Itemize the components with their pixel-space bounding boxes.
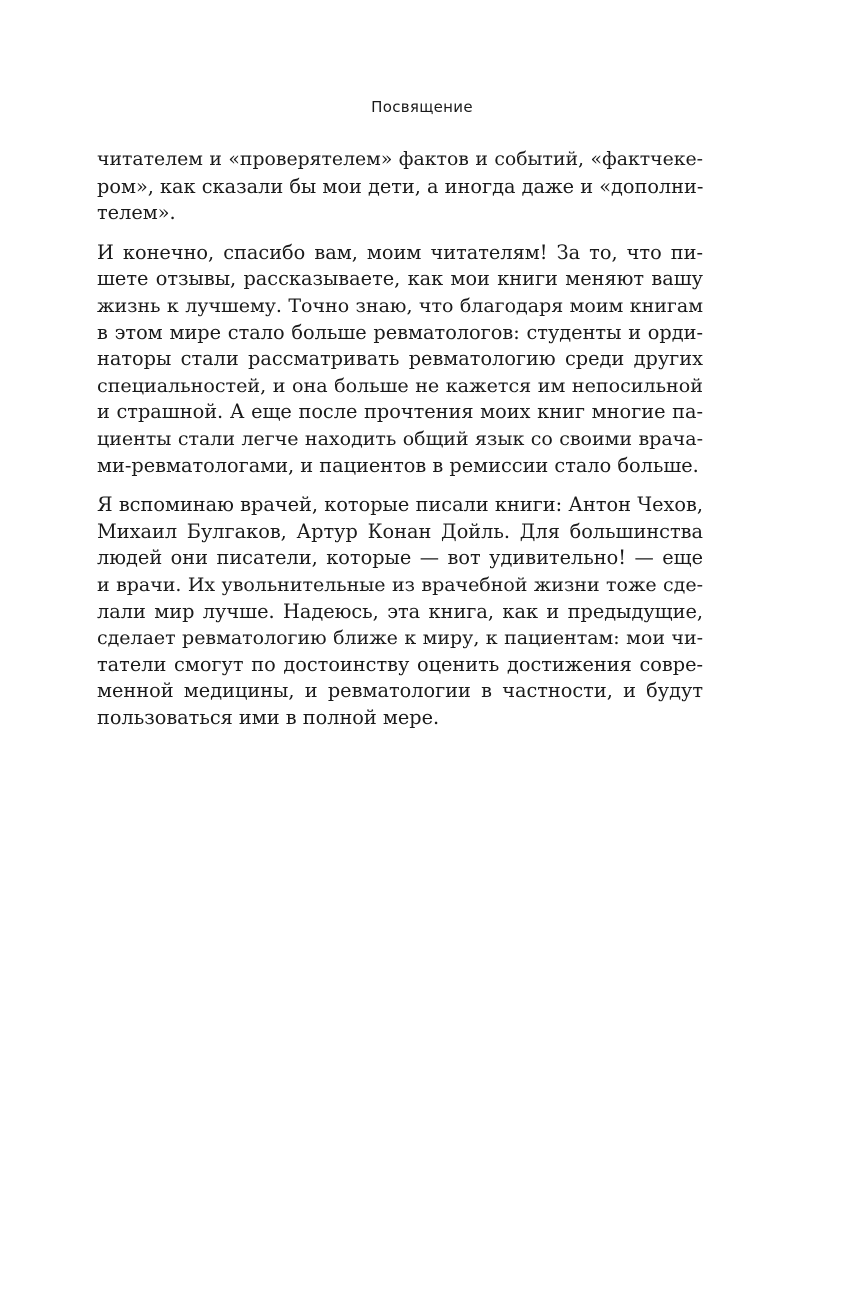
text-line: шете отзывы, рассказываете, как мои книги меняют вашу <box>97 267 703 291</box>
text-line: Михаил Булгаков, Артур Конан Дойль. Для большинства <box>97 519 703 543</box>
text-line: И конечно, спасибо вам, моим читателям! За то, что пи- <box>97 240 703 264</box>
text-line: в этом мире стало больше ревматологов: студенты и орди- <box>97 320 703 344</box>
text-line: лали мир лучше. Надеюсь, эта книга, как и предыдущие, <box>97 599 703 623</box>
text-line: жизнь к лучшему. Точно знаю, что благодаря моим книгам <box>97 294 703 317</box>
text-line: сделает ревматологию ближе к миру, к пациентам: мои чи- <box>97 627 703 650</box>
text-line: специальностей, и она больше не кажется им непосильной <box>97 373 703 397</box>
paragraph-1 <box>97 147 703 227</box>
paragraph-gap <box>97 227 703 240</box>
text-line: татели смогут по достоинству оценить достижения совре- <box>97 652 703 676</box>
paragraph-3 <box>97 492 703 731</box>
text-line: читателем и «проверятелем» фактов и событий, «фактчеке- <box>97 149 703 170</box>
text-line: ми-ревматологами, и пациентов в ремиссии стало больше. <box>97 453 699 477</box>
text-line: и страшной. А еще после прочтения моих книг многие па- <box>97 400 703 424</box>
paragraph-2 <box>97 240 703 479</box>
text-line: телем». <box>97 201 176 225</box>
text-line: и врачи. Их увольнительные из врачебной жизни тоже сде- <box>97 573 703 596</box>
paragraph-gap <box>97 479 703 492</box>
body-text <box>97 147 703 731</box>
text-line: наторы стали рассматривать ревматологию среди других <box>97 347 703 371</box>
text-line: Я вспоминаю врачей, которые писали книги: Антон Чехов, <box>97 493 703 517</box>
text-line: людей они писатели, которые — вот удивительно! — еще <box>97 546 703 570</box>
text-line: менной медицины, и ревматологии в частности, и будут <box>97 679 703 703</box>
text-line: циенты стали легче находить общий язык со своими врача- <box>97 427 703 450</box>
text-line: ром», как сказали бы мои дети, а иногда даже и «дополни- <box>97 174 704 198</box>
running-title: Посвящение <box>371 98 473 116</box>
text-line: пользоваться ими в полной мере. <box>97 705 440 729</box>
